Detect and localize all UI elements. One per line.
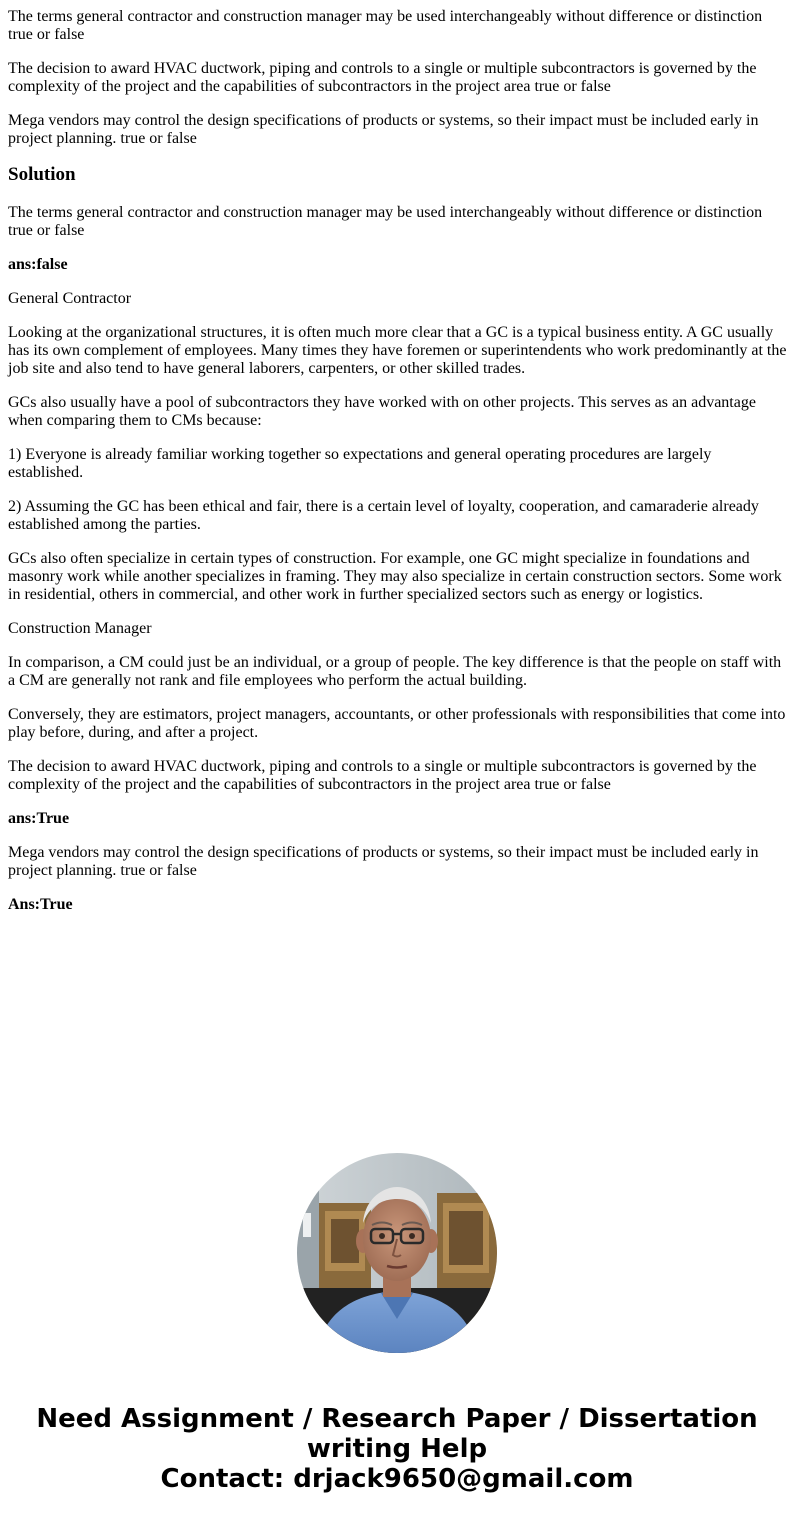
answer-1: ans:false: [8, 256, 68, 273]
cm-paragraph-2: Conversely, they are estimators, project managers, accountants, or other professionals with responsibilities that come into play before, during, and after a project.: [8, 706, 786, 741]
footer-promo: [0, 1404, 794, 1494]
solution-question-1: The terms general contractor and construction manager may be used interchangeably without difference or distinction true or false: [8, 204, 763, 239]
author-avatar: [297, 1153, 497, 1353]
answer-2: ans:True: [8, 810, 70, 827]
question-2: The decision to award HVAC ductwork, piping and controls to a single or multiple subcontractors is governed by the complexity of the project and the capabilities of subcontractors in the project area true or false: [8, 60, 757, 95]
gc-paragraph-5: GCs also often specialize in certain types of construction. For example, one GC might specialize in foundations and masonry work while another specializes in framing. They may also specialize in certain construction sectors. Some work in residential, others in commercial, and other work in further specialized sectors such as energy or logistics.: [8, 550, 782, 603]
footer-contact: Contact: drjack9650@gmail.com: [160, 1464, 634, 1494]
gc-paragraph-2: GCs also usually have a pool of subcontractors they have worked with on other projects. This serves as an advantage when comparing them to CMs because:: [8, 394, 756, 429]
question-1: The terms general contractor and construction manager may be used interchangeably without difference or distinction true or false: [8, 8, 763, 43]
author-portrait-image: [297, 1153, 497, 1353]
answer-3: Ans:True: [8, 896, 73, 913]
document-body: [8, 8, 788, 930]
construction-manager-heading: Construction Manager: [8, 620, 152, 637]
footer-line-1: Need Assignment / Research Paper / Dissertation: [36, 1404, 758, 1434]
question-3: Mega vendors may control the design specifications of products or systems, so their impact must be included early in project planning. true or false: [8, 112, 759, 147]
solution-question-2: The decision to award HVAC ductwork, piping and controls to a single or multiple subcontractors is governed by the complexity of the project and the capabilities of subcontractors in the project area true or false: [8, 758, 757, 793]
solution-heading: Solution: [8, 164, 76, 185]
cm-paragraph-1: In comparison, a CM could just be an individual, or a group of people. The key difference is that the people on staff with a CM are generally not rank and file employees who perform the actual building.: [8, 654, 782, 689]
gc-paragraph-4: 2) Assuming the GC has been ethical and fair, there is a certain level of loyalty, cooperation, and camaraderie already established among the parties.: [8, 498, 759, 533]
general-contractor-heading: General Contractor: [8, 290, 132, 307]
gc-paragraph-3: 1) Everyone is already familiar working together so expectations and general operating procedures are largely established.: [8, 446, 712, 481]
gc-paragraph-1: Looking at the organizational structures, it is often much more clear that a GC is a typical business entity. A GC usually has its own complement of employees. Many times they have foremen or superintendents who work predominantly at the job site and also tend to have general laborers, carpenters, or other skilled trades.: [8, 324, 787, 377]
solution-question-3: Mega vendors may control the design specifications of products or systems, so their impact must be included early in project planning. true or false: [8, 844, 759, 879]
footer-line-2: writing Help: [306, 1434, 488, 1464]
